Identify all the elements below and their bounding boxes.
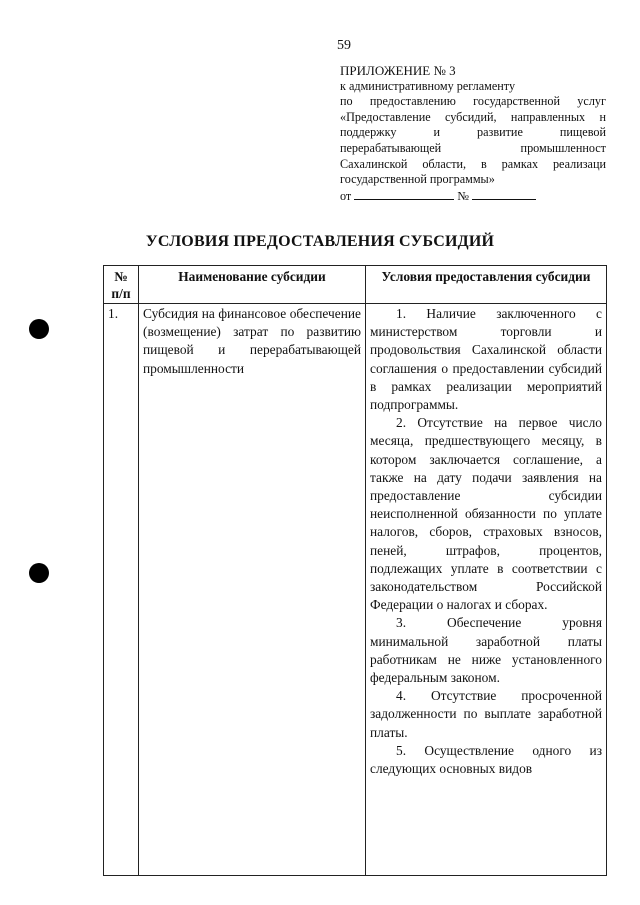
date-blank (354, 188, 454, 200)
appendix-signature-line (340, 188, 606, 205)
table-row (104, 304, 607, 876)
appendix-line-5: перерабатывающей промышленност (340, 140, 606, 155)
condition-item: 1. Наличие заключенного с министерством торговли и продовольствия Сахалинской области соглашения о предоставлении субсидий в рамках реализации мероприятий подпрограммы. (370, 306, 602, 413)
appendix-title: ПРИЛОЖЕНИЕ № 3 (340, 63, 456, 78)
row-conditions (366, 304, 607, 876)
from-label: от (340, 188, 352, 203)
document-title: УСЛОВИЯ ПРЕДОСТАВЛЕНИЯ СУБСИДИЙ (145, 233, 495, 250)
number-blank (472, 188, 536, 200)
condition-item: 4. Отсутствие просроченной задолженности по выплате заработной платы. (370, 688, 602, 740)
conditions-table (103, 265, 607, 876)
number-label: № (457, 188, 469, 203)
page-number: 59 (337, 38, 351, 53)
appendix-line-6: Сахалинской области, в рамках реализаци (340, 156, 606, 171)
appendix-line-2: по предоставлению государственной услуг (340, 94, 606, 109)
condition-item: 3. Обеспечение уровня минимальной заработной платы работникам не ниже установленного федеральным законом. (370, 615, 602, 686)
row-name: Субсидия на финансовое обеспечение (возмещение) затрат по развитию пищевой и перерабатывающей промышленности (139, 304, 366, 876)
table-header-row (104, 266, 607, 304)
header-name: Наименование субсидии (139, 266, 366, 304)
condition-item: 2. Отсутствие на первое число месяца, предшествующего месяцу, в котором заключается соглашение, а также на дату подачи заявления на предоставление субсидии неисполненной обязанности по уплате налогов, сборов, страховых взносов, пеней, штрафов, процентов, подлежащих уплате в соответствии с законодательством Российской Федерации о налогах и сборах. (370, 415, 602, 613)
appendix-header (340, 63, 606, 204)
header-conditions: Условия предоставления субсидии (366, 266, 607, 304)
appendix-line-3: «Предоставление субсидий, направленных н (340, 109, 606, 124)
binder-hole-top (29, 319, 49, 339)
appendix-line-1: к административному регламенту (340, 78, 516, 93)
appendix-line-4: поддержку и развитие пищевой (340, 125, 606, 140)
appendix-line-7: государственной программы» (340, 172, 495, 187)
binder-hole-bottom (29, 563, 49, 583)
header-num: № п/п (104, 266, 139, 304)
condition-item: 5. Осуществление одного из следующих основных видов (370, 742, 602, 777)
row-num: 1. (104, 304, 139, 876)
